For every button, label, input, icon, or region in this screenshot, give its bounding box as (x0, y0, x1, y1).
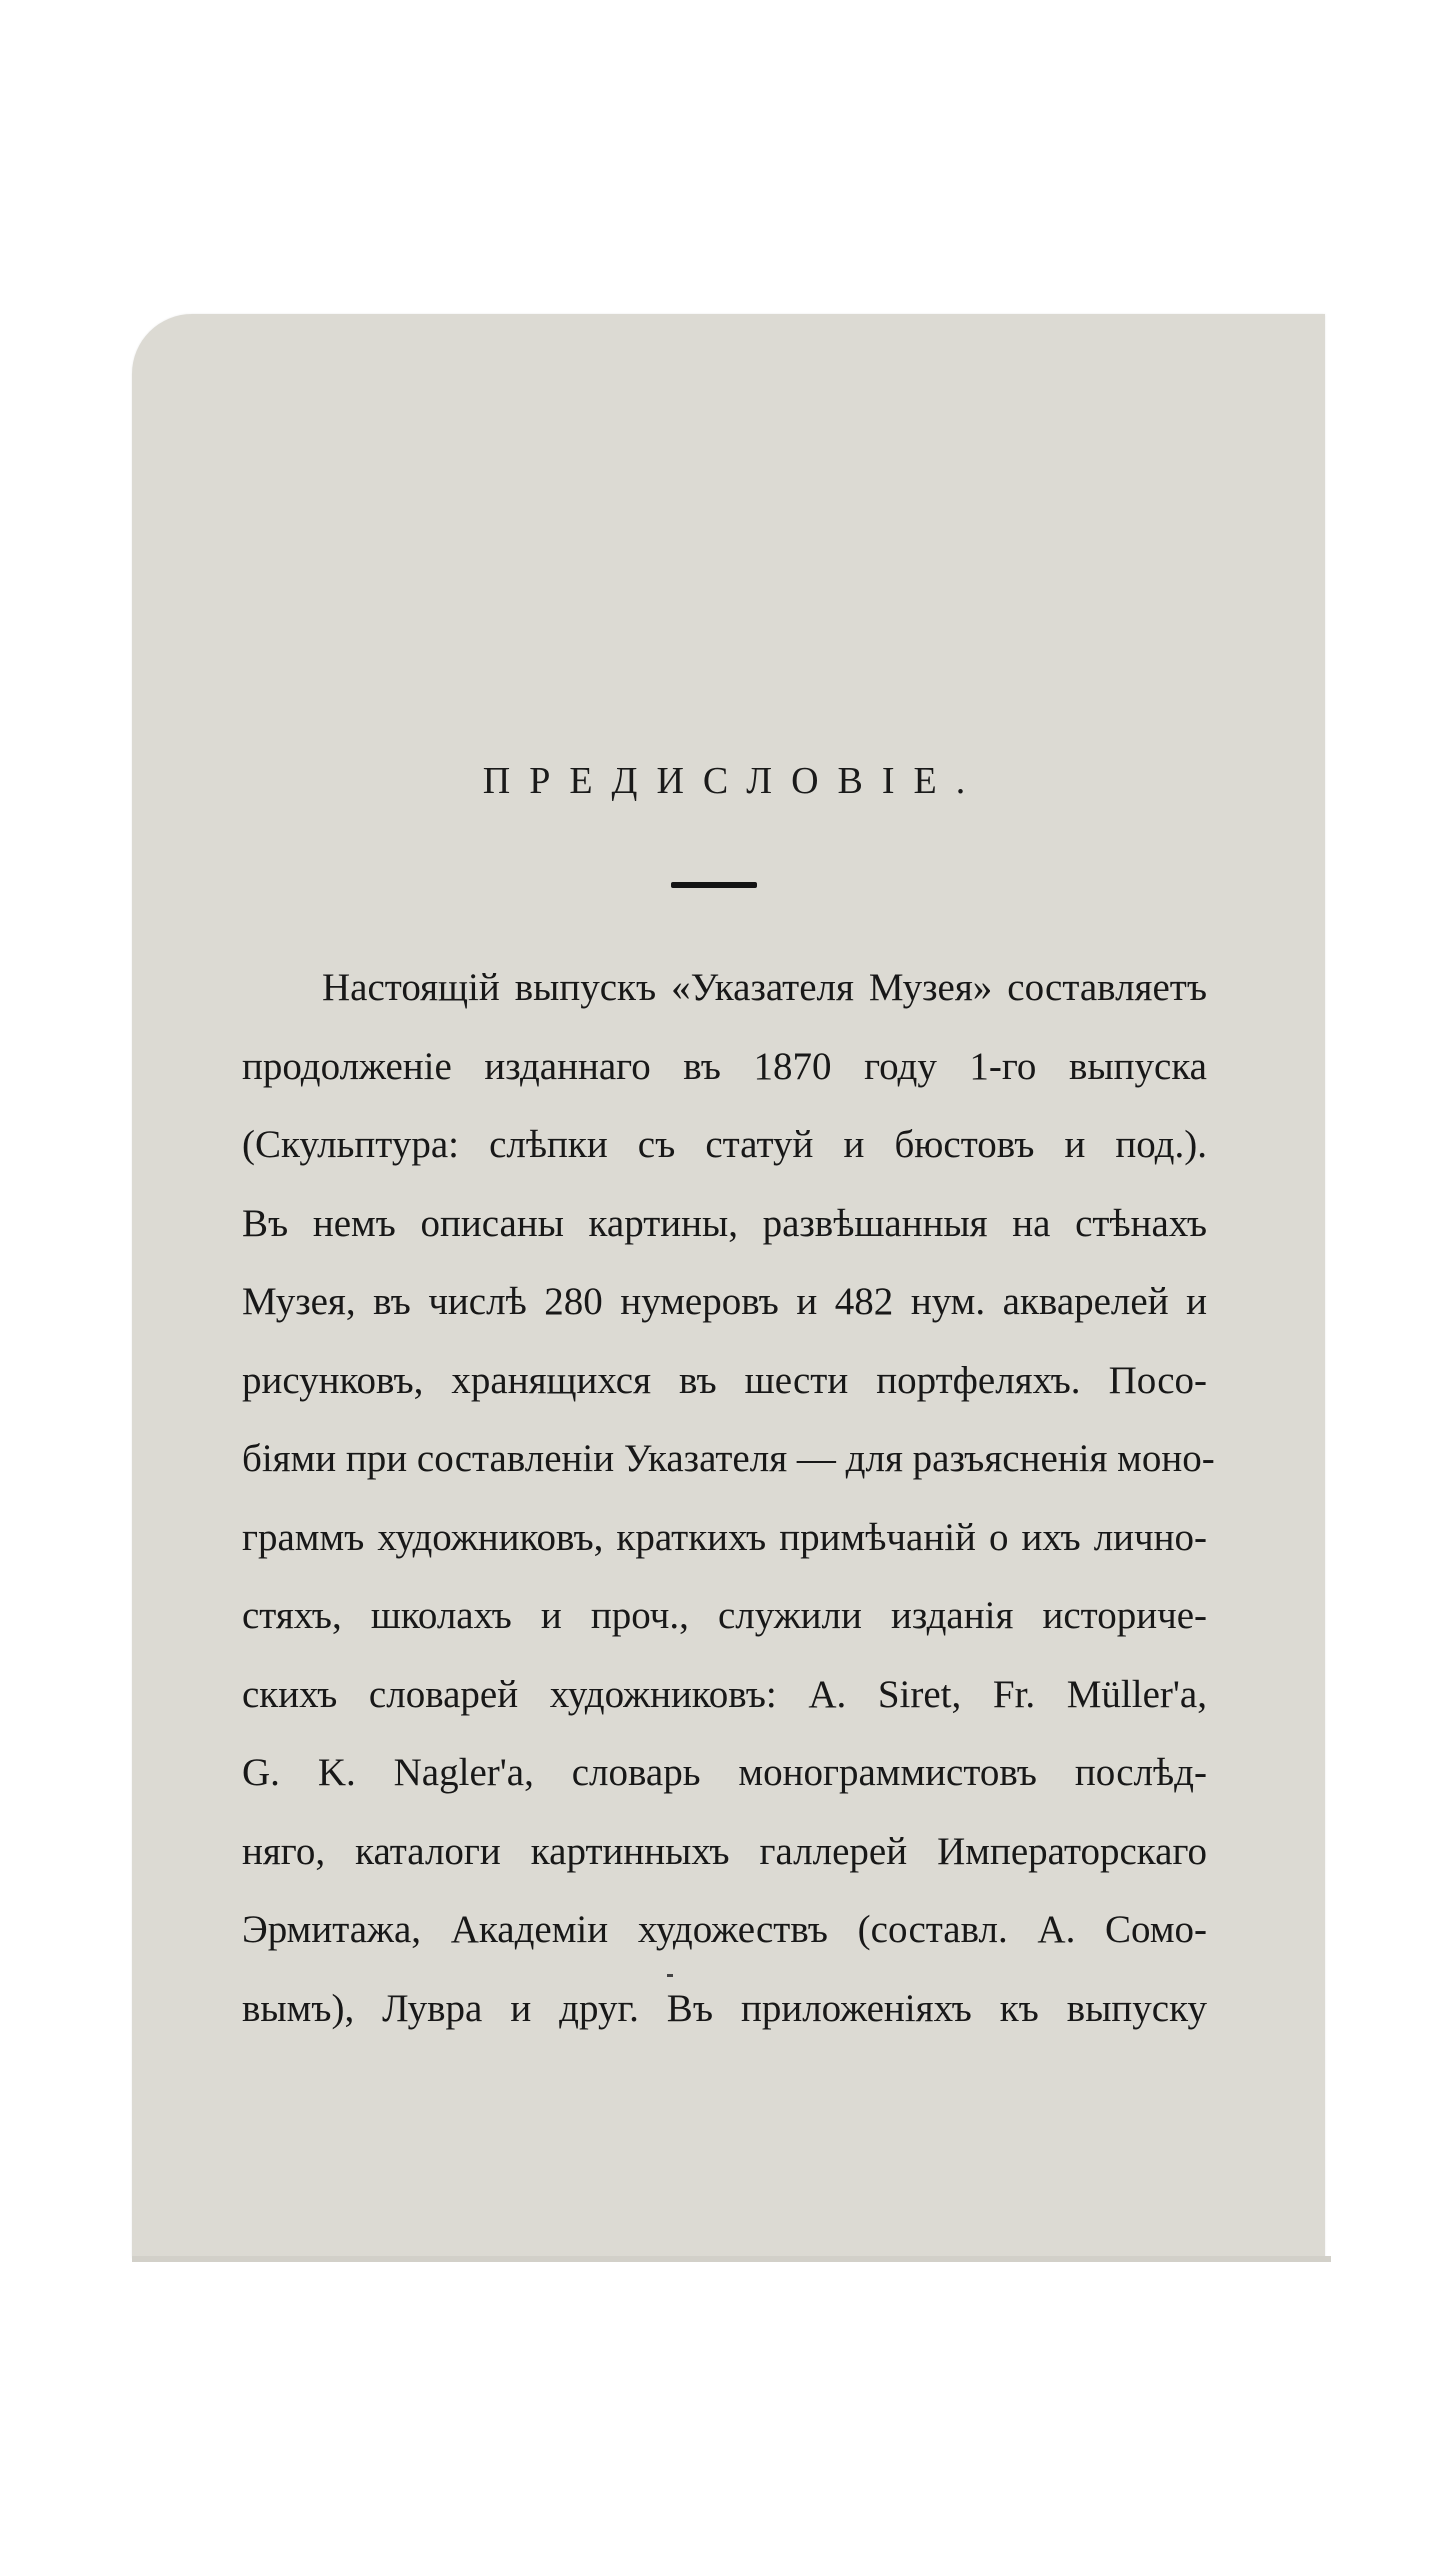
book-page (132, 314, 1325, 2258)
text-line: стяхъ, школахъ и проч., служили изданія историче- (242, 1594, 1207, 1637)
heading-rule (671, 882, 757, 888)
text-line: вымъ), Лувра и друг. Въ приложеніяхъ къ выпуску (242, 1986, 1207, 2030)
text-line: Въ немъ описаны картины, развѣшанныя на стѣнахъ (242, 1201, 1207, 1245)
ink-mark (667, 1974, 673, 1977)
text-line: граммъ художниковъ, краткихъ примѣчаній о ихъ лично- (242, 1515, 1207, 1559)
text-line: рисунковъ, хранящихся въ шести портфеляхъ. Посо- (242, 1358, 1207, 1402)
text-line: Настоящій выпускъ «Указателя Музея» составляетъ (322, 966, 1207, 1009)
body-text (242, 958, 1215, 2057)
text-line: Музея, въ числѣ 280 нумеровъ и 482 нум. акварелей и (242, 1280, 1207, 1323)
text-line: біями при составленіи Указателя — для разъясненія моно- (242, 1437, 1215, 1480)
page-heading: ПРЕДИСЛОВІЕ. (482, 760, 985, 802)
text-line: няго, каталоги картинныхъ галлерей Императорскаго (242, 1829, 1207, 1873)
text-line: продолженіе изданнаго въ 1870 году 1-го выпуска (242, 1044, 1207, 1088)
text-line: G. K. Nagler'a, словарь монограммистовъ послѣд- (242, 1751, 1207, 1794)
text-line: Эрмитажа, Академіи художествъ (составл. А. Сомо- (242, 1908, 1207, 1951)
text-line: скихъ словарей художниковъ: A. Siret, Fr. Müller'a, (242, 1672, 1207, 1716)
text-line: (Скульптура: слѣпки съ статуй и бюстовъ и под.). (242, 1123, 1207, 1166)
